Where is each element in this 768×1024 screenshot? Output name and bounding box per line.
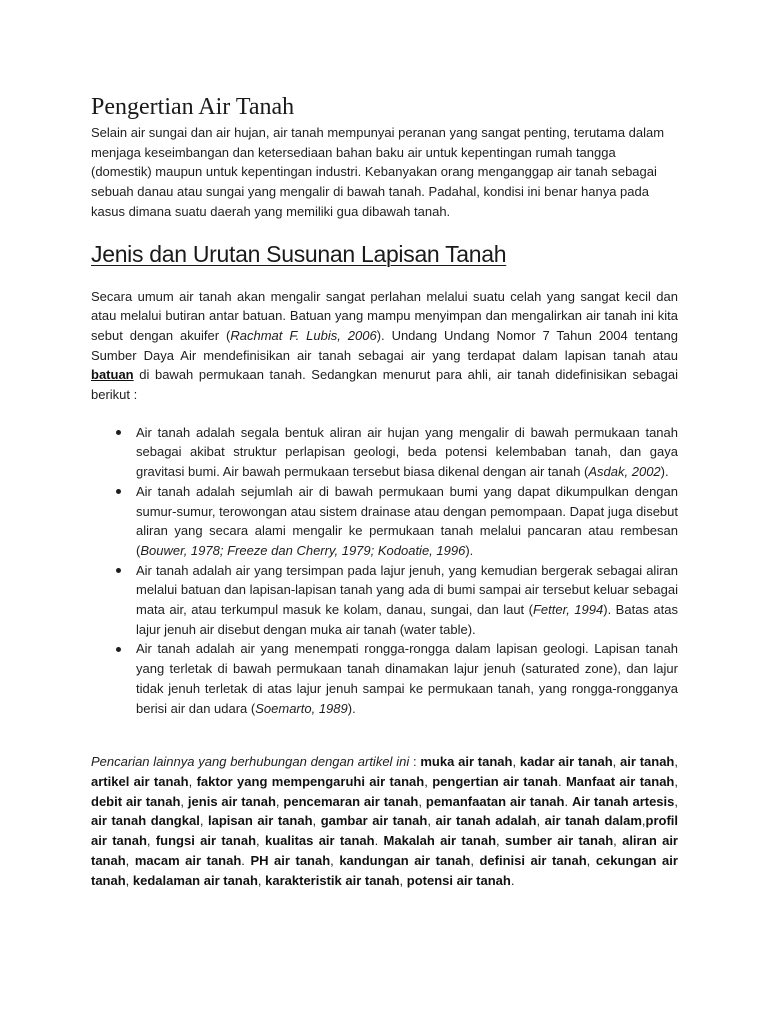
text-run: . <box>374 833 384 849</box>
citation-text: Rachmat F. Lubis, 2006 <box>230 327 377 343</box>
text-run: , <box>188 773 197 789</box>
text-run: , <box>641 813 646 829</box>
definition-paragraph <box>91 287 678 405</box>
text-run: Air tanah adalah segala bentuk aliran air hujan yang mengalir di bawah permukaan tanah sebagai akibat struktur perlapisan geologi, beda potensi kelembaban tanah, dan gaya gravitasi bumi. Air bawah permukaan tersebut biasa dikenal dengan air tanah ( <box>136 424 678 480</box>
text-run: ). <box>660 464 669 480</box>
text-run: , <box>330 852 340 868</box>
intro-paragraph: Selain air sungai dan air hujan, air tanah mempunyai peranan yang sangat penting, terutama dalam menjaga keseimbangan dan ketersediaan bahan baku air untuk kepentingan rumah tangga (domestik) maupun untuk kepentingan industri. Kebanyakan orang menganggap air tanah sebagai sebuah danau atau sungai yang mengalir di bawah tanah. Padahal, kondisi ini benar hanya pada kasus dimana suatu daerah yang memiliki gua dibawah tanah. <box>91 125 665 219</box>
list-item-text <box>136 425 678 479</box>
related-keyword: sumber air tanah <box>504 833 614 849</box>
citation-text: Soemarto, 1989 <box>255 700 348 716</box>
text-run: , <box>256 833 265 849</box>
text-run: , <box>496 833 505 849</box>
bullet-icon <box>116 568 121 573</box>
related-keyword: Air tanah artesis <box>571 793 675 809</box>
text-run: . <box>510 872 515 888</box>
section-heading: Jenis dan Urutan Susunan Lapisan Tanah <box>91 240 507 267</box>
citation-text: Asdak, 2002 <box>588 464 661 480</box>
text-run: , <box>125 872 133 888</box>
related-keyword: faktor yang mempengaruhi air tanah <box>196 773 425 789</box>
list-item <box>136 639 678 718</box>
related-keyword: air tanah dalam <box>544 813 642 829</box>
text-run: . <box>241 852 251 868</box>
citation-text: Fetter, 1994 <box>532 602 604 618</box>
text-run: , <box>674 754 678 770</box>
related-keyword: kadar air tanah <box>519 754 613 770</box>
text-run: , <box>470 852 480 868</box>
related-keyword: karakteristik air tanah <box>265 872 400 888</box>
page-title: Pengertian Air Tanah <box>91 94 295 120</box>
document-page <box>91 94 678 890</box>
text-run: , <box>512 754 520 770</box>
related-keyword: debit air tanah <box>91 793 181 809</box>
text-run: , <box>257 872 266 888</box>
text-run: di bawah permukaan tanah. Sedangkan menurut para ahli, air tanah didefinisikan sebagai berikut : <box>91 367 678 403</box>
bullet-icon <box>116 430 121 435</box>
related-keyword: air tanah <box>620 754 675 770</box>
related-keyword: air tanah adalah <box>435 813 537 829</box>
text-run: , <box>199 813 209 829</box>
lead-in-text: Pencarian lainnya yang berhubungan dengan artikel ini <box>91 754 410 770</box>
list-item-text <box>136 484 678 558</box>
definition-list <box>91 423 678 719</box>
text-run: , <box>674 773 678 789</box>
text-run: , <box>612 754 621 770</box>
text-run: , <box>399 872 407 888</box>
text-run: , <box>418 793 426 809</box>
text-run: : <box>409 754 421 770</box>
text-run: Secara umum air tanah akan mengalir sangat perlahan melalui suatu celah yang sangat kecil dan atau melalui butiran antar batuan. Batuan yang mampu menyimpan dan mengalirkan air tanah ini kita sebut dengan akuifer ( <box>91 288 678 343</box>
list-item <box>136 561 678 640</box>
related-keyword: kualitas air tanah <box>264 833 375 849</box>
related-keyword: PH air tanah <box>250 852 331 868</box>
text-run: , <box>586 852 596 868</box>
related-keyword: pengertian air tanah <box>432 773 558 789</box>
related-keyword: Makalah air tanah <box>383 833 497 849</box>
related-keyword: aliran air tanah <box>91 833 678 868</box>
text-run: , <box>674 793 679 809</box>
related-keyword: pencemaran air tanah <box>283 793 419 809</box>
related-keyword: macam air tanah <box>134 852 242 868</box>
text-run: , <box>424 773 433 789</box>
related-keyword: pemanfaatan air tanah <box>425 793 565 809</box>
text-run: ). <box>465 542 474 558</box>
list-item <box>136 423 678 482</box>
related-keyword: air tanah dangkal <box>91 813 200 829</box>
bullet-icon <box>116 647 121 652</box>
text-run: . <box>564 793 572 809</box>
related-keyword: kandungan air tanah <box>339 852 471 868</box>
related-keyword: artikel air tanah <box>91 773 189 789</box>
related-keyword: fungsi air tanah <box>155 833 257 849</box>
related-keyword: jenis air tanah <box>187 793 276 809</box>
text-run: ). <box>347 700 356 716</box>
citation-text: Bouwer, 1978; Freeze dan Cherry, 1979; Kodoatie, 1996 <box>140 542 466 558</box>
inline-link[interactable]: batuan <box>91 367 134 383</box>
text-run: ). Batas atas lajur jenuh air disebut dengan muka air tanah (water table). <box>136 602 678 637</box>
related-keyword: kedalaman air tanah <box>132 872 258 888</box>
bullet-icon <box>116 489 121 494</box>
text-run: , <box>180 793 188 809</box>
text-run: , <box>125 852 135 868</box>
related-searches-paragraph <box>91 752 678 890</box>
text-run: ). Undang Undang Nomor 7 Tahun 2004 tentang Sumber Daya Air mendefinisikan air tanah sebagai air yang terdapat dalam lapisan tanah atau <box>91 327 678 363</box>
text-run: Air tanah adalah air yang tersimpan pada lajur jenuh, yang kemudian bergerak sebagai aliran melalui batuan dan lapisan-lapisan tanah yang ada di bumi sampai air tersebut keluar sebagai mata air, atau terkumpul masuk ke kolam, danau, sungai, dan laut ( <box>136 562 678 618</box>
text-run: , <box>312 813 321 829</box>
related-keyword: Manfaat air tanah <box>565 773 675 789</box>
related-keyword: cekungan air tanah <box>91 852 678 888</box>
list-item <box>136 482 678 561</box>
text-run: , <box>613 833 623 849</box>
related-keyword: gambar air tanah <box>320 813 428 829</box>
list-item-text <box>136 563 678 637</box>
text-run: , <box>427 813 436 829</box>
text-run: . <box>557 773 566 789</box>
list-item-text <box>136 641 678 715</box>
related-keyword: muka air tanah <box>420 754 513 770</box>
text-run: , <box>536 813 545 829</box>
text-run: , <box>146 833 156 849</box>
related-keyword: profil air tanah <box>91 813 679 849</box>
related-keyword: lapisan air tanah <box>208 813 313 829</box>
related-keyword: potensi air tanah <box>406 872 511 888</box>
text-run: Air tanah adalah sejumlah air di bawah permukaan bumi yang dapat dikumpulkan dengan sumur-sumur, terowongan atau sistem drainase atau dengan pemompaan. Dapat juga disebut aliran yang secara alami mengalir ke permukaan tanah melalui pancaran atau rembesan ( <box>136 483 678 558</box>
text-run: Air tanah adalah air yang menempati rongga-rongga dalam lapisan geologi. Lapisan tanah yang terletak di bawah permukaan tanah dinamakan lajur jenuh (saturated zone), dan lajur tidak jenuh terletak di atas lajur jenuh sampai ke permukaan tanah, yang rongga-rongganya berisi air dan udara ( <box>136 641 678 716</box>
related-keyword: definisi air tanah <box>479 852 587 868</box>
text-run: , <box>275 793 284 809</box>
